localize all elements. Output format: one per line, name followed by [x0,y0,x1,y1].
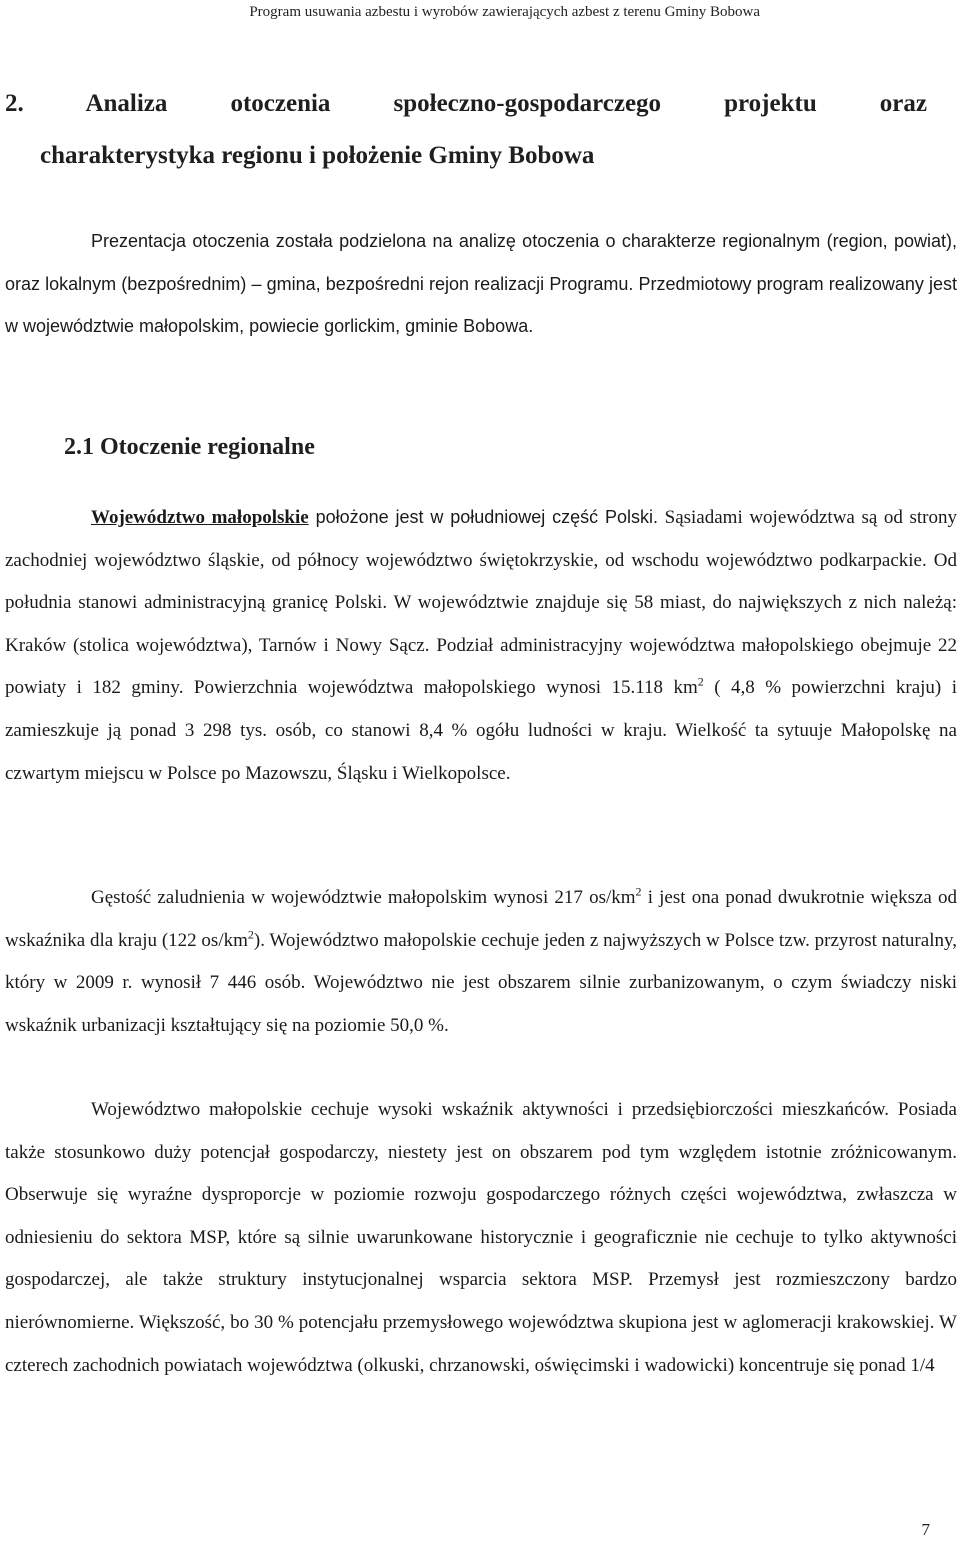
superscript: 2 [697,675,704,690]
superscript: 2 [635,884,642,899]
page-number: 7 [921,1520,930,1539]
density-part1: Gęstość zaludnienia w województwie małopolskim wynosi 217 os/km [91,887,636,908]
density-paragraph [5,877,957,1047]
region-text-b: ( 4,8 % powierzchni kraju) i zamieszkuje ją ponad 3 298 tys. osób, co stanowi 8,4 % ogółu ludności w kraju. Wielkość ta sytuuje Małopolskę na czwartym miejscu w Polsce po Mazowszu, Śląsku i Wielkopolsce. [5,677,957,784]
activity-paragraph-text: Województwo małopolskie cechuje wysoki wskaźnik aktywności i przedsiębiorczości mieszkańców. Posiada także stosunkowo duży potencjał gospodarczy, niestety jest on obszarem pod tym względem istotnie zróżnicowanym. Obserwuje się wyraźne dysproporcje w poziomie rozwoju gospodarczego różnych części województwa, zwłaszcza w odniesieniu do sektora MSP, które są silnie uwarunkowane historycznie i geograficznie nie cechuje to tylko aktywności gospodarczej, ale także struktury instytucjonalnej wsparcia sektora MSP. Przemysł jest rozmieszczony bardzo nierównomierne. Większość, bo 30 % potencjału przemysłowego województwa skupiona jest w aglomeracji krakowskiej. W czterech zachodnich powiatach województwa (olkuski, chrzanowski, oświęcimski i wadowicki) koncentruje się ponad 1/4 [5,1099,957,1376]
region-term: Województwo małopolskie [91,507,309,528]
region-paragraph [5,496,957,795]
intro-paragraph [5,220,957,348]
activity-paragraph [5,1089,957,1387]
density-part3: ). Województwo małopolskie cechuje jeden z najwyższych w Polsce tzw. przyrost naturalny, który w 2009 r. wynosił 7 446 osób. Województwo nie jest obszarem silnie zurbanizowanym, o czym świadczy niski wskaźnik urbanizacji kształtujący się na poziomie 50,0 %. [5,929,957,1036]
region-sentence1: położone jest w południowej część Polski. [308,507,659,527]
section-heading-line2: charakterystyka regionu i położenie Gminy Bobowa [40,142,595,169]
running-header-text: Program usuwania azbestu i wyrobów zawierających azbest z terenu Gminy Bobowa [249,4,760,20]
superscript: 2 [247,927,254,942]
running-header [60,4,760,21]
density-part2: i jest ona ponad dwukrotnie większa od wskaźnika dla kraju (122 os/km [5,887,958,951]
subsection-heading: 2.1 Otoczenie regionalne [64,434,315,460]
section-heading-line1: 2. Analiza otoczenia społeczno-gospodarczego projektu oraz [5,90,927,117]
region-text-a: Sąsiadami województwa są od strony zachodniej województwo śląskie, od północy województwo świętokrzyskie, od wschodu województwo podkarpackie. Od południa stanowi administracyjną granicę Polski. W województwie znajduje się 58 miast, do największych z nich należą: Kraków (stolica województwa), Tarnów i Nowy Sącz. Podział administracyjny województwa małopolskiego obejmuje 22 powiaty i 182 gminy. Powierzchnia województwa małopolskiego wynosi 15.118 km [5,507,957,699]
intro-paragraph-text: Prezentacja otoczenia została podzielona na analizę otoczenia o charakterze regionalnym (region, powiat), oraz lokalnym (bezpośrednim) – gmina, bezpośredni rejon realizacji Programu. Przedmiotowy program realizowany jest w województwie małopolskim, powiecie gorlickim, gminie Bobowa. [5,231,957,337]
